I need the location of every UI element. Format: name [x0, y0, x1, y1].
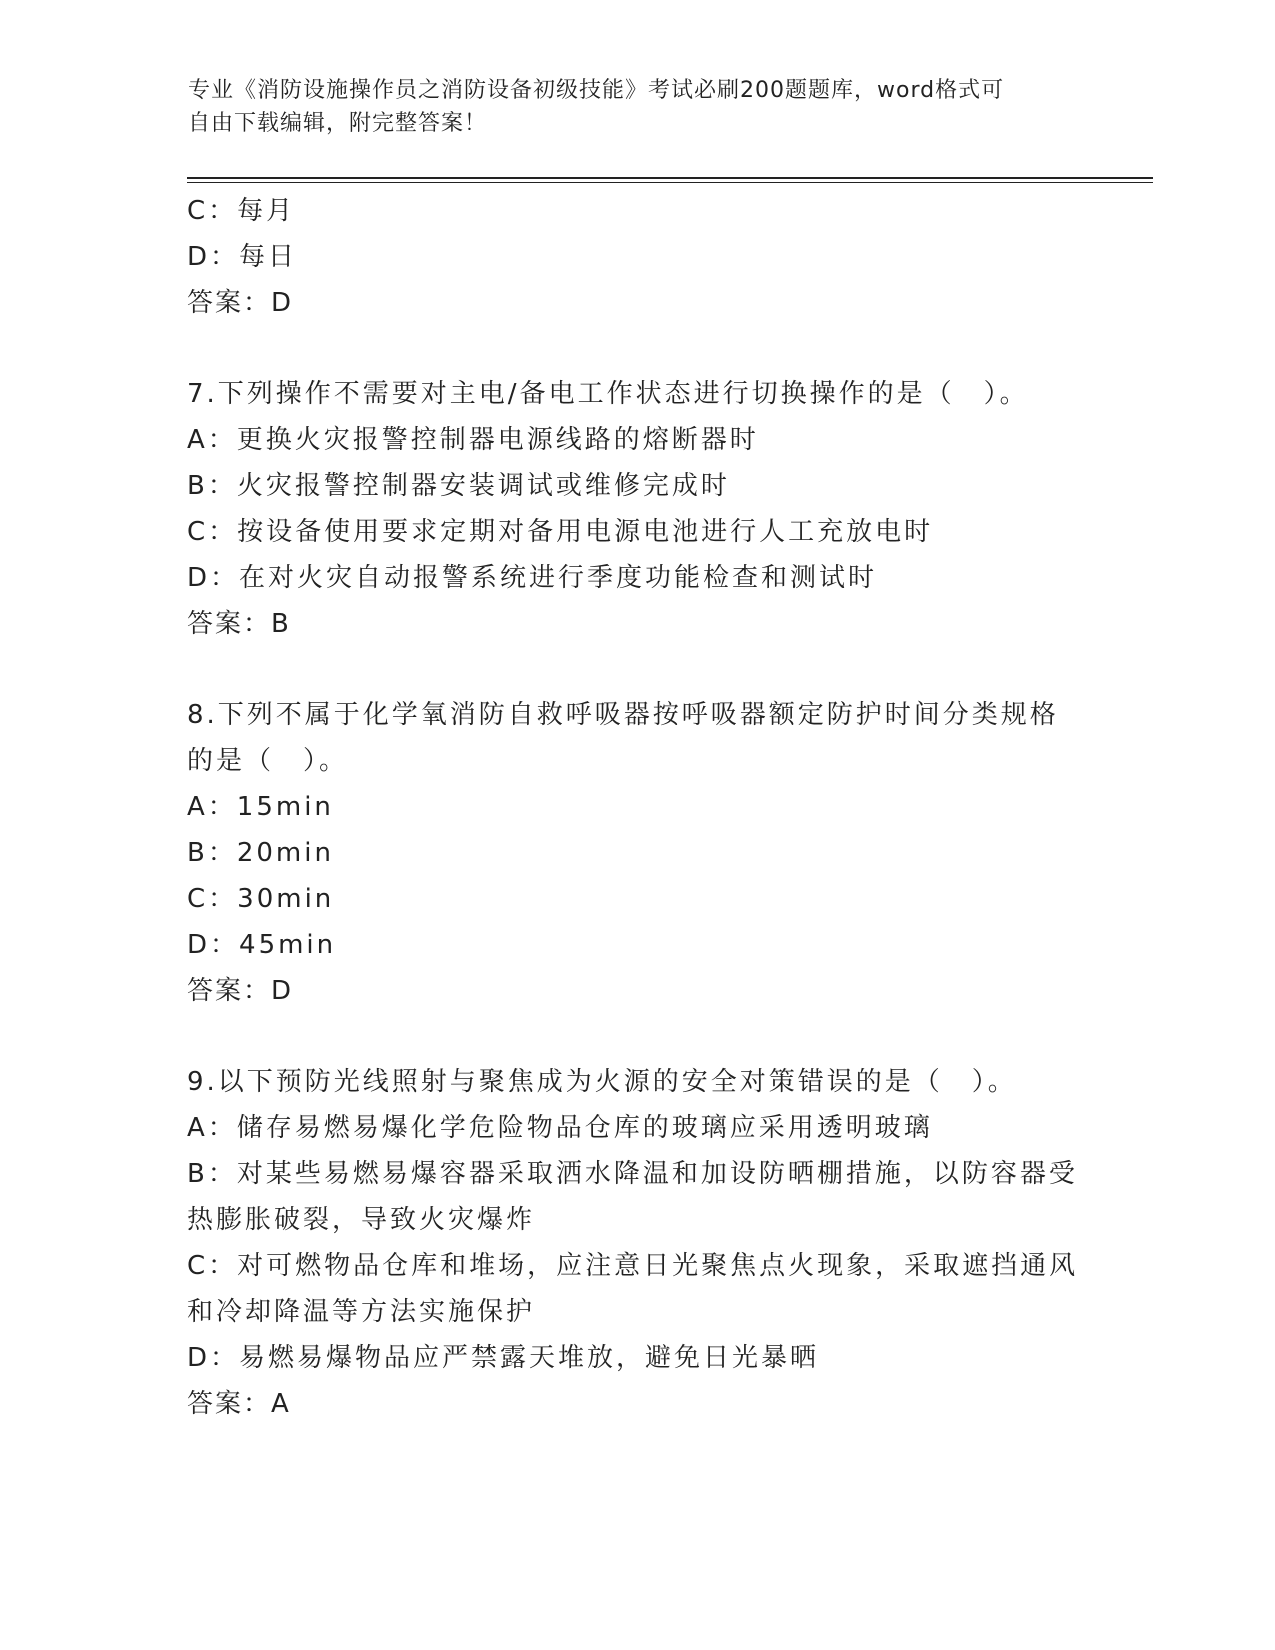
header-divider-thick — [187, 177, 1153, 179]
spacer — [187, 1014, 1087, 1059]
option-a: A：15min — [187, 792, 334, 822]
option-d: D：45min — [187, 930, 337, 960]
option-a: A：储存易燃易爆化学危险物品仓库的玻璃应采用透明玻璃 — [187, 1113, 933, 1143]
spacer — [187, 326, 1087, 371]
answer-line: 答案：A — [187, 1389, 291, 1419]
option-d: D：每日 — [187, 242, 298, 272]
question-9 — [187, 1059, 1087, 1427]
spacer — [187, 647, 1087, 692]
header-line-2: 自由下载编辑，附完整答案！ — [188, 111, 488, 136]
option-c-line-1: C：对可燃物品仓库和堆场，应注意日光聚焦点火现象，采取遮挡通风 — [187, 1251, 1079, 1281]
option-a: A：更换火灾报警控制器电源线路的熔断器时 — [187, 425, 759, 455]
question-text-line-2: 的是（ ）。 — [187, 746, 349, 776]
header-line-1: 专业《消防设施操作员之消防设备初级技能》考试必刷200题题库，word格式可 — [188, 78, 1005, 103]
option-c: C：按设备使用要求定期对备用电源电池进行人工充放电时 — [187, 517, 934, 547]
option-b-line-1: B：对某些易燃易爆容器采取洒水降温和加设防晒棚措施，以防容器受 — [187, 1159, 1078, 1189]
option-c: C：30min — [187, 884, 335, 914]
question-8 — [187, 692, 1087, 1014]
question-content — [187, 188, 1087, 1427]
answer-line: 答案：B — [187, 609, 291, 639]
document-header — [188, 74, 1068, 140]
previous-question-tail — [187, 188, 1087, 326]
question-7 — [187, 371, 1087, 647]
answer-line: 答案：D — [187, 288, 294, 318]
option-b: B：20min — [187, 838, 334, 868]
question-text: 9.以下预防光线照射与聚焦成为火源的安全对策错误的是（ ）。 — [187, 1067, 1017, 1097]
question-text: 7.下列操作不需要对主电/备电工作状态进行切换操作的是（ ）。 — [187, 379, 1029, 409]
option-c: C：每月 — [187, 196, 296, 226]
header-divider-thin — [187, 182, 1153, 183]
answer-line: 答案：D — [187, 976, 294, 1006]
question-text-line-1: 8.下列不属于化学氧消防自救呼吸器按呼吸器额定防护时间分类规格 — [187, 700, 1059, 730]
option-b: B：火灾报警控制器安装调试或维修完成时 — [187, 471, 730, 501]
option-d: D：易燃易爆物品应严禁露天堆放，避免日光暴晒 — [187, 1343, 820, 1373]
option-b-line-2: 热膨胀破裂，导致火灾爆炸 — [187, 1205, 536, 1235]
option-c-line-2: 和冷却降温等方法实施保护 — [187, 1297, 536, 1327]
option-d: D：在对火灾自动报警系统进行季度功能检查和测试时 — [187, 563, 878, 593]
